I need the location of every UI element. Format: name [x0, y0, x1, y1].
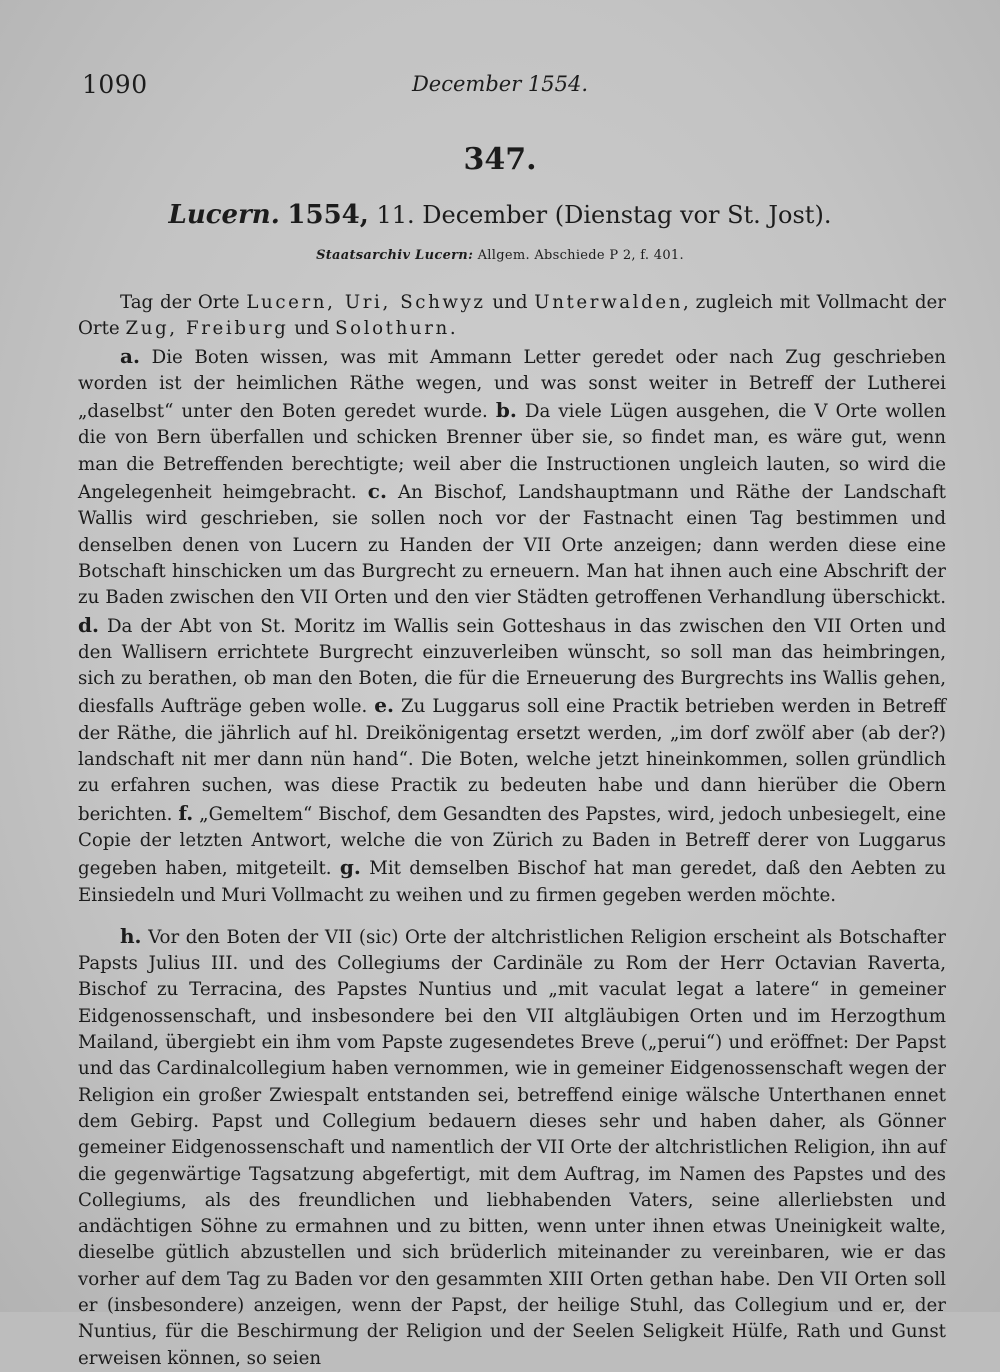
intro-places: Unterwalden [534, 292, 684, 313]
item-letter-e: e. [374, 693, 394, 718]
entry-place: Lucern. [168, 200, 280, 230]
item-letter-f: f. [178, 800, 194, 825]
intro-text: Tag der Orte [120, 292, 240, 313]
entry-heading [0, 200, 1000, 230]
document-body [78, 290, 946, 1372]
intro-places: Zug, Freiburg [125, 318, 289, 340]
running-head: December 1554. [411, 72, 589, 96]
intro-text: , zugleich mit Vollmacht der Orte [78, 292, 946, 340]
source-archive: Staatsarchiv Lucern: [316, 248, 474, 263]
item-letter-h: h. [120, 923, 142, 948]
intro-paragraph [78, 290, 946, 343]
item-text-e: Zu Luggarus soll eine Practik betrieben werden in Betreff der Räthe, die jährlich auf hl. Dreikönigentag ersetzt werden, „im dorf zwölf aber (ab der?) landschaft nit mer dann nün hand“. Die Boten, welche jetzt hineinkommen, sollen gründlich zu erfahren suchen, was diese Practik zu bedeuten habe und dann hierüber die Obern berichten. [78, 696, 946, 825]
intro-places: Lucern, Uri, Schwyz [246, 292, 486, 313]
item-letter-c: c. [367, 479, 387, 504]
source-citation [0, 248, 1000, 263]
item-text-a: Die Boten wissen, was mit Ammann Letter geredet oder nach Zug geschrieben worden ist der heimlichen Räthe wegen, und was sonst weiter in Betreff der Lutherei „daselbst“ unter den Boten geredet wurde. [78, 346, 946, 423]
page-header [82, 70, 918, 110]
item-text-b: Da viele Lügen ausgehen, die V Orte wollen die von Bern überfallen und schicken Brenner über sie, so findet man, es wäre gut, wenn man die Betreffenden berechtigte; weil aber die Instructionen ungleich lauten, so wird die Angelegenheit heimgebracht. [78, 401, 946, 504]
items-paragraph [78, 343, 946, 909]
item-letter-g: g. [339, 855, 361, 880]
item-letter-d: d. [78, 612, 99, 637]
item-text-g: Mit demselben Bischof hat man geredet, daß den Aebten zu Einsiedeln und Muri Vollmacht zu weihen und zu firmen gegeben werden möchte. [78, 858, 946, 906]
source-reference: Allgem. Abschiede P 2, f. 401. [477, 248, 684, 263]
item-text-d: Da der Abt von St. Moritz im Wallis sein Gotteshaus in das zwischen den VII Orten und den Wallisern errichtete Burgrecht einzuverleiben wünscht, so soll man das heimbringen, sich zu berathen, ob man den Boten, die für die Erneuerung des Burgrechts ins Wallis gehen, diesfalls Aufträge geben wolle. [78, 615, 946, 718]
item-letter-a: a. [120, 343, 140, 368]
intro-text: und [294, 318, 330, 340]
item-text-f: „Gemeltem“ Bischof, dem Gesandten des Papstes, wird, jedoch unbesiegelt, eine Copie der letzten Antwort, welche die von Zürich zu Baden in Betreff derer von Luggarus gegeben haben, mitgeteilt. [78, 803, 946, 880]
intro-text: und [492, 292, 528, 313]
intro-text: . [449, 318, 456, 340]
intro-places: Solothurn [335, 318, 450, 340]
entry-date: 11. December (Dienstag vor St. Jost). [376, 201, 832, 229]
item-text-h: Vor den Boten der VII (sic) Orte der altchristlichen Religion erscheint als Botschafter Papsts Julius III. und des Collegiums der Cardinäle zu Rom der Herr Octavian Raverta, Bischof zu Terracina, des Papstes Nuntius und „mit vaculat legat a latere“ in gemeiner Eidgenossenschaft, und insbesondere bei den VII altgläubigen Orten und im Herzogthum Mailand, übergiebt ein ihm vom Papste zugesendetes Breve („perui“) und eröffnet: Der Papst und das Cardinalcollegium haben vernommen, wie in gemeiner Eidgenossenschaft wegen der Religion ein großer Zwiespalt entstanden sei, betreffend einige wälsche Unterthanen ennet dem Gebirg. Papst und Collegium bedauern dieses sehr und haben daher, als Gönner gemeiner Eidgenossenschaft und namentlich der VII Orte der altchristlichen Religion, ihn auf die gegenwärtige Tagsatzung abgefertigt, mit dem Auftrag, im Namen des Papstes und des Collegiums, als des freundlichen und liebhabenden Vaters, seine allerliebsten und andächtigen Söhne zu ermahnen und zu bitten, wenn unter ihnen etwas Uneinigkeit walte, dieselbe gütlich abzustellen und sich brüderlich miteinander zu vereinbaren, wie er das vorher auf dem Tag zu Baden vor den gesammten XIII Orten gethan habe. Den VII Orten soll er (insbesondere) anzeigen, wenn der Papst, der heilige Stuhl, das Collegium und er, der Nuntius, für die Beschirmung der Religion und der Seelen Seligkeit Hülfe, Rath und Gunst erweisen können, so seien [78, 926, 946, 1369]
item-h-paragraph [78, 923, 946, 1372]
entry-number: 347. [463, 142, 537, 177]
item-letter-b: b. [495, 398, 517, 423]
page-number: 1090 [82, 70, 148, 99]
item-text-c: An Bischof, Landshauptmann und Räthe der Landschaft Wallis wird geschrieben, sie sollen noch vor der Fastnacht einen Tag bestimmen und denselben denen von Lucern zu Handen der VII Orte anzeigen; dann werden diese eine Botschaft hinschicken um das Burgrecht zu erneuern. Man hat ihnen auch eine Abschrift der zu Baden zwischen den VII Orten und den vier Städten getroffenen Verhandlung überschickt. [78, 482, 946, 609]
entry-year: 1554, [287, 200, 369, 230]
